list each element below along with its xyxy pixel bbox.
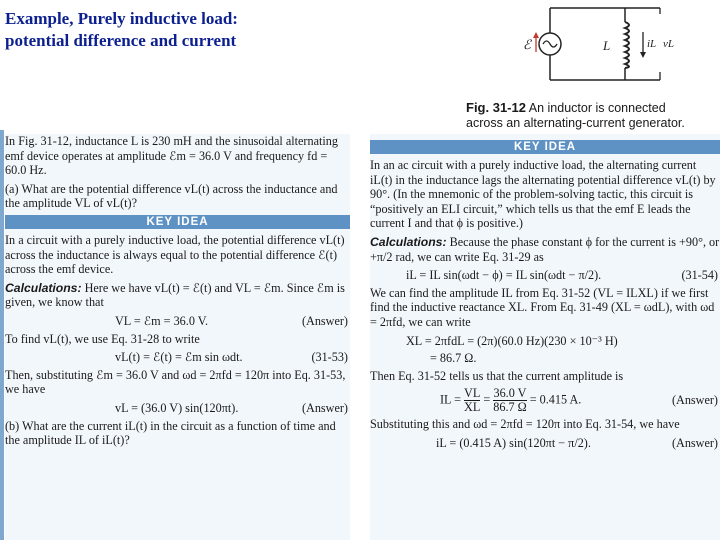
question-b: (b) What are the current iL(t) in the circuit as a function of time and the amplitude IL of iL(t)? (5, 418, 336, 448)
equation-text: XL = 2πfdL = (2π)(60.0 Hz)(230 × 10⁻³ H) (406, 333, 618, 348)
equation-31-53 (5, 350, 350, 365)
slide-title (5, 8, 335, 52)
equation-tag: (Answer) (671, 435, 718, 450)
equation-text: VL = ℰm = 36.0 V. (115, 313, 209, 328)
find-vL-text: To find vL(t), we use Eq. 31-28 to write (5, 331, 200, 346)
left-accent-band (0, 130, 4, 540)
figure-caption-text: An inductor is connected (528, 101, 666, 115)
equation-iL-answer (370, 436, 720, 451)
equation-rhs: = 0.415 A. (529, 392, 582, 407)
fraction-values: $\frac{36.0 V}{86.7 \Omega}$ (493, 386, 527, 415)
key-idea-bar-left: KEY IDEA (5, 215, 350, 229)
title-line-1: Example, Purely inductive load: (5, 9, 238, 28)
calculations-label: Calculations: (370, 234, 447, 249)
title-line-2: potential difference and current (5, 31, 237, 50)
figure-number: Fig. 31-12 (466, 100, 526, 115)
equation-vL-answer (5, 401, 350, 416)
equation-text: = 86.7 Ω. (430, 351, 477, 366)
current-label: iL (647, 38, 657, 50)
equation-lhs: IL = (440, 392, 461, 407)
key-idea-right: In an ac circuit with a purely inductive load, the alternating current iL(t) in the inductance lags the alternating potential difference vL(t) by 90°. (In the mnemonic of the problem-solving tactic, this circuit is “positively an ELI circuit,” which tells us that the emf E leads the current I and that ϕ is positive.) (370, 158, 716, 231)
equation-VL (5, 314, 350, 329)
equation-text: vL = (36.0 V) sin(120πt). (115, 400, 239, 415)
question-a: (a) What are the potential difference vL(t) across the inductance and the amplitude VL of vL(t)? (5, 181, 338, 211)
calculations-label: Calculations: (5, 280, 82, 295)
equation-31-54 (370, 268, 720, 283)
equation-XL-result (370, 351, 720, 366)
equation-tag: (Answer) (301, 313, 348, 328)
inductance-label: L (603, 38, 611, 53)
equation-text: iL = (0.415 A) sin(120πt − π/2). (436, 435, 591, 450)
figure-caption (466, 100, 716, 131)
inductor-coil-icon (625, 22, 629, 68)
substitution-text-right: Substituting this and ωd = 2πfd = 120π into Eq. 31-54, we have (370, 417, 680, 432)
right-column (370, 134, 720, 540)
then-text: Then Eq. 31-52 tells us that the current amplitude is (370, 368, 624, 383)
fraction-VL-XL: $\frac{VL}{XL}$ (464, 386, 481, 415)
calculations-text: Because the phase constant ϕ for the current is +90°, or +π/2 rad, we can write Eq. 31-29 as (370, 234, 720, 264)
equation-XL (370, 334, 720, 349)
key-idea-bar-right: KEY IDEA (370, 140, 720, 154)
substitution-text-left: Then, substituting ℰm = 36.0 V and ωd = 2πfd = 120π into Eq. 31-53, we have (5, 367, 346, 397)
left-column (5, 134, 350, 540)
circuit-diagram (460, 0, 720, 100)
amplitude-text: We can find the amplitude IL from Eq. 31-52 (VL = ILXL) if we first find the inductive reactance XL. From Eq. 31-49 (XL = ωdL), with ωd = 2πfd, we can write (370, 285, 715, 329)
problem-intro: In Fig. 31-12, inductance L is 230 mH and the sinusoidal alternating emf device operates at amplitude ℰm = 36.0 V and frequency fd = 60.0 Hz. (5, 134, 338, 178)
equation-text: vL(t) = ℰ(t) = ℰm sin ωdt. (115, 350, 243, 365)
equation-IL-answer: IL = $\frac{VL}{XL}$ = $\frac{36.0 V}{86.7 \Omega}$ = 0.415 A. (Answer) (440, 386, 718, 415)
figure-caption-line2: across an alternating-current generator. (466, 116, 685, 130)
equation-tag: (31-54) (681, 268, 718, 283)
calculations-text: Here we have vL(t) = ℰ(t) and VL = ℰm. Since ℰm is given, we know that (5, 280, 345, 310)
equation-tag: (Answer) (671, 393, 718, 408)
equation-text: iL = IL sin(ωdt − ϕ) = IL sin(ωdt − π/2). (406, 268, 602, 283)
emf-label: ℰ (523, 37, 531, 52)
voltage-label: vL (663, 38, 674, 50)
equation-tag: (31-53) (311, 350, 348, 365)
key-idea-left: In a circuit with a purely inductive load, the potential difference vL(t) across the inductance is always equal to the potential difference ℰ(t) across the emf device. (5, 232, 345, 277)
calculations-left (5, 281, 350, 310)
equation-tag: (Answer) (301, 400, 348, 415)
calculations-right (370, 235, 720, 264)
